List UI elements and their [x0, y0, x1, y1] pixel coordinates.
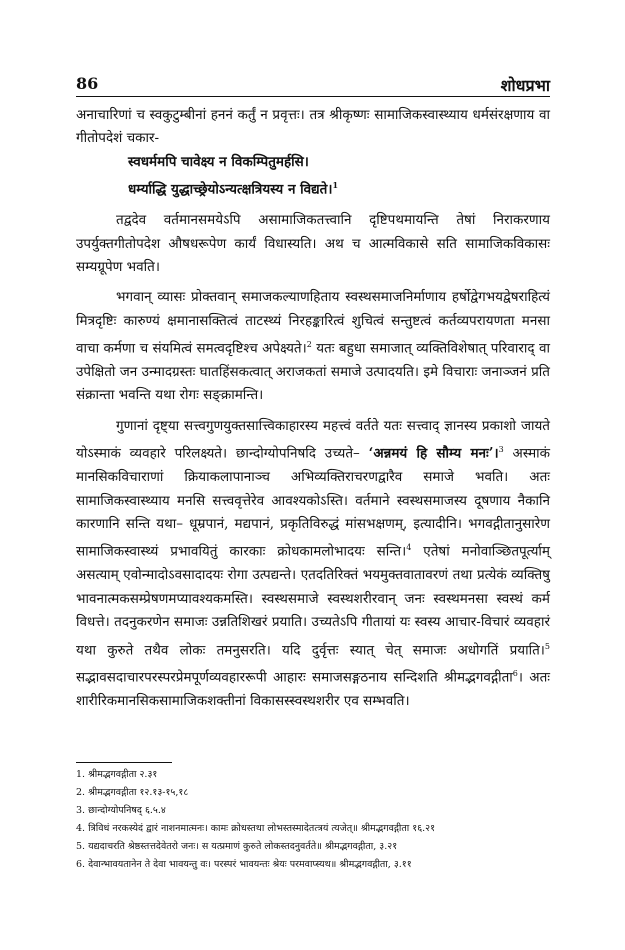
- verse-line-2: [76, 174, 550, 202]
- footnote-1: 1. श्रीमद्भगवद्गीता २.३१: [76, 769, 158, 780]
- page-header: [76, 74, 550, 96]
- paragraph-4-text-d: सद्भावसदाचारपरस्परप्रेमपूर्णव्यवहाररूपी आहारः समाजसङ्गठनाय सन्दिशति श्रीमद्भगवद्गीता: [76, 669, 513, 686]
- page-number: 86: [76, 74, 99, 93]
- footnote-3: 3. छान्दोग्योपनिषद् ६.५.४: [76, 805, 166, 816]
- paragraph-4-text-b: अस्माकं मानसिकविचाराणां क्रियाकलापानाञ्च अभिव्यक्तिराचरणद्वारैव समाजे भवति। अतः सामाजिकस्वास्थ्याय मनसि सत्त्ववृत्तेरेव आवश्यकोऽस्ति। वर्तमाने स्वस्थसमाजस्य दूषणाय नैकानि कारणानि सन्ति यथा– धूम्रपानं, मद्यपानं, प्रकृतिविरुद्धं मांसभक्षणम्, इत्यादीनि। भगवद्गीतानुसारेण सामाजिकस्वास्थ्यं प्रभावयितुं कारकाः क्रोधकामलोभादयः सन्ति।: [76, 445, 551, 560]
- header-rule: [76, 96, 550, 97]
- verse-line-1: स्वधर्ममपि चावेक्ष्य न विकम्पितुमर्हसि।: [128, 153, 309, 170]
- verse-line-2-text: धर्म्याद्धि युद्धाच्छ्रेयोऽन्यत्क्षत्रियस्य न विद्यते।: [128, 181, 333, 198]
- paragraph-3-text-a: भगवान् व्यासः प्रोक्तवान् समाजकल्याणहिताय स्वस्थसमाजनिर्माणाय हर्षोद्वेगभयद्वेषराहित्यं मित्रदृष्टिः कारुण्यं क्षमानासक्तित्वं ताटस्थ्यं निरहङ्कारित्वं शुचित्वं सन्तुष्टत्वं कर्तव्यपरायणता मनसा वाचा कर्मणा च संयमित्वं समत्वदृष्टिश्च अपेक्ष्यते।: [76, 289, 550, 357]
- footnote-ref-5: 5: [544, 641, 550, 651]
- footnote-ref-1: 1: [332, 180, 339, 191]
- footnote-4: 4. त्रिविधं नरकस्येदं द्वारं नाशनमात्मनः। कामः क्रोधस्तथा लोभस्तस्मादेतत्त्रयं त्यजेत्॥ श्रीमद्भगवद्गीता १६.२१: [76, 823, 436, 834]
- footnote-2: 2. श्रीमद्भगवद्गीता १२.१३-१५,१८: [76, 787, 189, 798]
- paragraph-4-text-a: गुणानां दृष्ट्या सत्त्वगुणयुक्तसात्त्विकाहारस्य महत्त्वं वर्तते यतः सत्त्वाद् ज्ञानस्य प्रकाशो जायते योऽस्माकं व्यवहारे परिलक्ष्यते। छान्दोग्योपनिषदि उच्यते–: [76, 417, 550, 462]
- footnote-ref-4: 4: [406, 543, 412, 553]
- footnote-rule: [76, 762, 172, 763]
- upanishad-quote: ‘अन्नमयं हि सौम्य मनः’।: [368, 445, 499, 462]
- footnote-ref-2: 2: [306, 340, 312, 350]
- paragraph-3: [76, 286, 550, 408]
- paragraph-2: तद्वदेव वर्तमानसमयेऽपि असामाजिकतत्त्वानि दृष्टिपथमायन्ति तेषां निराकरणाय उपर्युक्तगीतोपदेश औषधरूपेण कार्यं विधास्यति। अथ च आत्मविकासे सति सामाजिकविकासः सम्यग्रूपेण भवति।: [76, 212, 550, 275]
- paragraph-4-text-c: एतेषां मनोवाञ्छितपूर्त्याम् असत्याम् एवोन्मादोऽवसादादयः रोगा उत्पद्यन्ते। एतदतिरिक्तं भयमुक्तवातावरणं तथा प्रत्येकं व्यक्तिषु भावनात्मकसम्प्रेषणमप्यावश्यकमस्ति। स्वस्थसमाजे स्वस्थशरीरवान् जनः स्वस्थमनसा स्वस्थं कर्म विधत्ते। तदनुकरणेन समाजः उन्नतिशिखरं प्रयाति। उच्यतेऽपि गीतायां यः स्वस्य आचार-विचारं व्यवहारं यथा कुरुते तथैव लोकः तमनुसरति। यदि दुर्वृत्तः स्यात् चेत् समाजः अधोगतिं प्रयाति।: [76, 543, 551, 659]
- paragraph-4: [76, 415, 550, 714]
- paragraph-3-text-b: यतः बहुधा समाजात् व्यक्तिविशेषात् परिवाराद् वा उपेक्षितो जन उन्मादग्रस्तः घातहिंसकत्वात् अराजकतां समाजे उत्पादयति। इमे विचाराः जनाञ्जनं प्रति संक्रान्ता भवन्ति यथा रोगः सङ्क्रामन्ति।: [76, 340, 550, 404]
- body-text: [76, 104, 550, 714]
- paragraph-1: अनाचारिणां च स्वकुटुम्बीनां हननं कर्तुं न प्रवृत्तः। तत्र श्रीकृष्णः सामाजिकस्वास्थ्याय धर्मसंरक्षणाय वा गीतोपदेशं चकार-: [76, 107, 550, 147]
- footnote-ref-6: 6: [512, 669, 518, 679]
- paragraph-4-text-e: । अतः शारीरिकमानसिकसामाजिकशक्तीनां विकासस्स्वस्थशरीर एव सम्भवति।: [76, 669, 550, 710]
- running-title: शोधप्रभा: [500, 76, 550, 95]
- footnote-5: 5. यद्यदाचरति श्रेष्ठस्तत्तदेवेतरो जनः। स यत्प्रमाणं कुरुते लोकस्तदनुवर्तते॥ श्रीमद्भगवद्गीता, ३.२१: [76, 841, 398, 852]
- footnote-6: 6. देवान्भावयतानेन ते देवा भावयन्तु वः। परस्परं भावयन्तः श्रेयः परमवाप्स्यथ॥ श्रीमद्भगवद्गीता, ३.११: [76, 859, 412, 870]
- footnote-ref-3: 3: [498, 445, 504, 455]
